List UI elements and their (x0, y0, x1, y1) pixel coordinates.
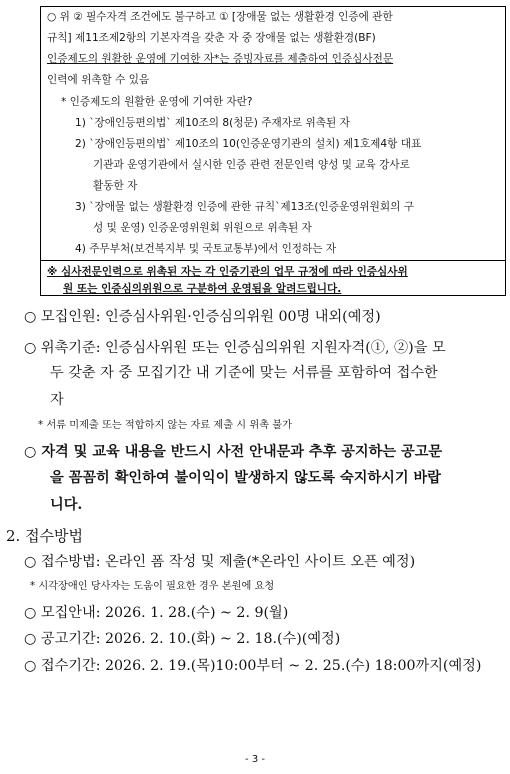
criteria-note: * 서류 미제출 또는 적합하지 않는 자료 제출 시 위촉 불가 (38, 420, 292, 431)
box-line-3: 인증제도의 원활한 운영에 기여한 자*는 증빙자료를 제출하여 인증심사전문 (47, 53, 394, 65)
contributor-item-3: 3) `장애물 없는 생활환경 인증에 관한 규칙`제13조(인증운영위원회의 구 (75, 201, 414, 213)
contributor-item-3-cont: 성 및 운영) 인증운영위원회 위원으로 위촉된 자 (93, 222, 312, 234)
eligibility-exception-box (40, 6, 506, 296)
box-line-1: ○ 위 ② 필수자격 조건에도 불구하고 ① [장애물 없는 생활환경 인증에 관한 (47, 11, 393, 23)
application-method-note: * 시각장애인 당사자는 도움이 필요한 경우 본원에 요청 (30, 581, 275, 592)
confirm-notice-cont2: 니다. (50, 497, 83, 513)
contributor-item-2: 2) `장애인등편의법` 제10조의 10(인증운영기관의 설치) 제1호제4항 대표 (75, 138, 422, 150)
announcement-period: ○ 공고기간: 2026. 2. 10.(화) ~ 2. 18.(수)(예정) (24, 631, 341, 647)
contributor-item-4: 4) 주무부처(보건복지부 및 국토교통부)에서 인정하는 자 (75, 243, 337, 255)
confirm-notice: ○ 자격 및 교육 내용을 반드시 사전 안내문과 추후 공지하는 공고문 (24, 444, 443, 460)
contributor-item-2-cont: 기관과 운영기관에서 실시한 인증 관련 전문인력 양성 및 교육 강사로 (93, 159, 410, 171)
appointment-criteria-cont: 두 갖춘 자 중 모집기간 내 기준에 맞는 서류를 포함하여 접수한 (50, 365, 438, 381)
box-line-2: 규칙] 제11조제2항의 기본자격을 갖춘 자 중 장애물 없는 생활환경(BF) (47, 32, 376, 44)
box-note-line-1: ※ 심사전문인력으로 위촉된 자는 각 인증기관의 업무 규정에 따라 인증심사위 (47, 266, 408, 278)
page-number: - 3 - (245, 754, 265, 765)
confirm-notice-cont: 을 꼼꼼히 확인하여 불이익이 발생하지 않도록 숙지하시기 바랍 (50, 470, 441, 486)
appointment-criteria-cont2: 자 (50, 392, 64, 408)
box-line-4: 인력에 위촉할 수 있음 (47, 74, 150, 86)
box-divider (41, 260, 505, 261)
contributor-item-2-cont2: 활동한 자 (93, 180, 138, 192)
application-method: ○ 접수방법: 온라인 폼 작성 및 제출(*온라인 사이트 오픈 예정) (24, 554, 416, 570)
box-note-line-2: 원 또는 인증심의위원으로 구분하여 운영됨을 알려드립니다. (63, 283, 342, 295)
contributor-item-1: 1) `장애인등편의법` 제10조의 8(청문) 주재자로 위촉된 자 (75, 117, 350, 129)
section-heading: 2. 접수방법 (6, 527, 84, 545)
recruitment-guide-period: ○ 모집안내: 2026. 1. 28.(수) ~ 2. 9(월) (24, 605, 289, 621)
contributor-definition-heading: * 인증제도의 원활한 운영에 기여한 자란? (61, 96, 253, 108)
appointment-criteria: ○ 위촉기준: 인증심사위원 또는 인증심의위원 지원자격(①, ②)을 모 (24, 340, 446, 356)
recruit-count: ○ 모집인원: 인증심사위원·인증심의위원 00명 내외(예정) (24, 309, 381, 325)
receipt-period: ○ 접수기간: 2026. 2. 19.(목)10:00부터 ~ 2. 25.(수) 18:00까지(예정) (24, 658, 482, 674)
